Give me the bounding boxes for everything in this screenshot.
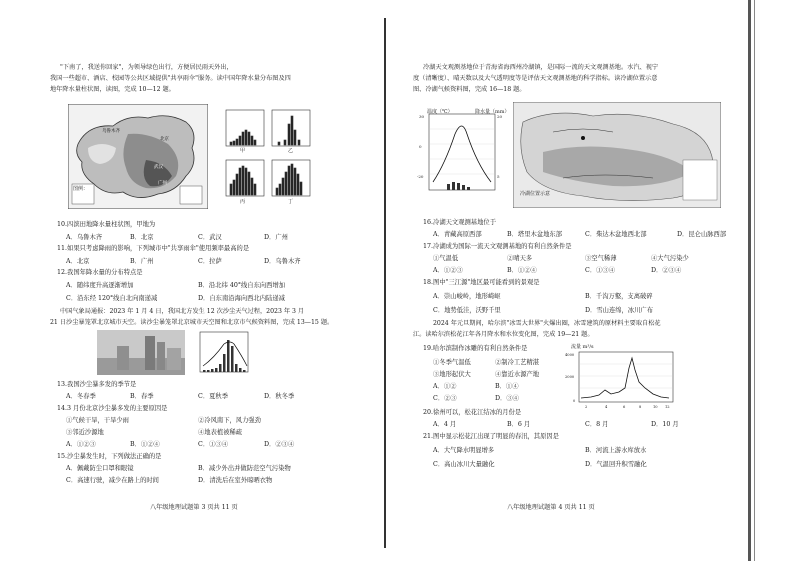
svg-text:武汉: 武汉 [154, 165, 163, 170]
q19-option-c[interactable]: C．②③ [433, 395, 457, 402]
q14-option-d[interactable]: D．②③④ [264, 441, 295, 448]
q17-statement-1: ①气温低 [433, 255, 459, 262]
q20-option-b[interactable]: B．6 月 [507, 421, 531, 428]
q17-option-a[interactable]: A．①②③ [433, 267, 463, 274]
question-21: 21.图中显示松花江出现了明显的春汛，其原因是 [423, 433, 559, 440]
sandstorm-photo [97, 330, 185, 375]
songhua-flow-graph [565, 348, 677, 410]
q11-option-b[interactable]: B．广州 [130, 258, 154, 265]
svg-text:8: 8 [639, 405, 642, 409]
question-18: 18.图中"三江源"地区最可能看到的景观是 [423, 279, 540, 286]
q17-option-d[interactable]: D．②③④ [651, 267, 682, 274]
map-caption: 冷湖位置示意 [520, 191, 551, 197]
question-11: 11.如果只考虑降雨的影响，下列城市中"共享雨伞"使用频率最高的是 [57, 245, 250, 252]
q12-option-a[interactable]: A．随纬度升高逐渐增加 [66, 282, 134, 289]
svg-text:12: 12 [665, 405, 670, 409]
svg-text:10: 10 [653, 405, 658, 409]
q21-option-d[interactable]: D．气温回升积雪融化 [585, 461, 647, 468]
q18-option-c[interactable]: C．地势低洼，沃野千里 [433, 307, 501, 314]
q17-option-b[interactable]: B．①②④ [507, 267, 537, 274]
q17-statement-3: ③空气稀薄 [585, 255, 617, 262]
q10-option-d[interactable]: D．广州 [264, 234, 288, 241]
svg-text:北京: 北京 [160, 137, 169, 142]
lenghu-climate-chart [417, 104, 509, 202]
chart-ylabel-temp: 温度（℃） [427, 109, 453, 115]
svg-text:4000: 4000 [565, 353, 575, 357]
svg-text:广州: 广州 [158, 181, 167, 186]
svg-text:0: 0 [419, 144, 422, 149]
q11-option-d[interactable]: D．乌鲁木齐 [264, 258, 301, 265]
intro-line: 地年降水量柱状图，读图，完成 10—12 题。 [50, 86, 175, 93]
intro2-line: 21 日沙尘暴笼罩北京城市天空。读沙尘暴笼罩北京城市天空图和北京市气候资料图，完成 13—15 题。 [50, 319, 334, 326]
q14-statement-1: ①气候干旱，干旱少雨 [66, 417, 129, 424]
scan-edge [754, 0, 755, 561]
q21-option-c[interactable]: C．高山冰川大量融化 [433, 461, 495, 468]
svg-text:2: 2 [585, 405, 588, 409]
svg-text:0: 0 [573, 399, 576, 403]
page-footer: 八年级地理试题第 3 页共 11 页 [150, 504, 238, 511]
precipitation-charts [222, 104, 316, 204]
question-19: 19.哈尔滨制作冰雕的有利自然条件是 [423, 345, 528, 352]
q20-option-a[interactable]: A．4 月 [433, 421, 457, 428]
q13-option-c[interactable]: C．夏秋季 [198, 393, 229, 400]
q19-statement-4: ④靠近水源产地 [495, 371, 540, 378]
question-10: 10.四滨田地降水量柱状图，甲地为 [57, 221, 156, 228]
question-20: 20.徐州可以，松花江结冰的月份是 [423, 409, 522, 416]
q19-statement-3: ③地形起伏大 [433, 371, 471, 378]
q16-option-a[interactable]: A．青藏高原西部 [433, 231, 482, 238]
intro-line: "下南了，我送你回家"，为领导绿色出行，方便居民雨天外出， [60, 64, 233, 71]
intro2-line: 2024 年元旦期间，哈尔滨"冰雪大世界"火爆出圈，冰雪建筑的原材料主要取自松花 [433, 320, 661, 327]
q21-option-a[interactable]: A．大气降水明显增多 [433, 447, 495, 454]
intro2-line: 江。读哈尔滨松花江年各月降水和水位变化图，完成 19—21 题。 [413, 331, 594, 338]
q13-option-a[interactable]: A．冬春季 [66, 393, 96, 400]
page-fold-divider [384, 18, 386, 548]
svg-text:5: 5 [497, 174, 500, 179]
question-14: 14.3 月份北京沙尘暴多发的主要原因是 [57, 405, 168, 412]
q17-option-c[interactable]: C．①③④ [585, 267, 616, 274]
q17-statement-4: ④大气污染少 [651, 255, 689, 262]
graph-ylabel: 流量 m³/s [571, 344, 594, 350]
q12-option-b[interactable]: B．沿北纬 40°线自东向西增加 [198, 282, 286, 289]
intro-line: 冷湖天文观测基地位于青海省海西州冷湖镇，是国际一流的天文观测基地。水汽、视宁 [423, 64, 659, 71]
q11-option-a[interactable]: A．北京 [66, 258, 90, 265]
q14-option-b[interactable]: B．①②④ [130, 441, 160, 448]
svg-text:20: 20 [497, 114, 503, 119]
intro2-line: 中国气象局通报：2023 年 1 月 4 日，我国北方发生 12 次沙尘天气过程，2023 年 3 月 [60, 308, 305, 315]
q10-option-c[interactable]: C．武汉 [198, 234, 222, 241]
china-precipitation-map [68, 104, 208, 209]
svg-text:乌鲁木齐: 乌鲁木齐 [102, 129, 120, 134]
q19-option-d[interactable]: D．③④ [495, 395, 519, 402]
q15-option-c[interactable]: C．高速行驶，减少在路上的时间 [66, 477, 159, 484]
q21-option-b[interactable]: B．河流上游水库放水 [585, 447, 647, 454]
q19-statement-1: ①冬季气温低 [433, 359, 471, 366]
map-legend-title: 图例： [73, 186, 89, 192]
q15-option-d[interactable]: D．清洗后在室外晾晒衣物 [198, 477, 273, 484]
left-page [0, 0, 395, 561]
q15-option-b[interactable]: B．减少外出并做防范空气污染物 [198, 465, 291, 472]
chart-label: 丁 [288, 199, 294, 205]
question-15: 15.沙尘暴发生时，下列做法正确的是 [57, 453, 162, 460]
q13-option-b[interactable]: B．春季 [130, 393, 154, 400]
q13-option-d[interactable]: D．秋冬季 [264, 393, 295, 400]
q14-statement-2: ②冷风南下，风力强劲 [198, 417, 261, 424]
q18-option-b[interactable]: B．千沟万壑，支离破碎 [585, 293, 653, 300]
intro-line: 我国一些超市、酒店、校园等公共区域提供"共享雨伞"服务。读中国年降水量分布图及四 [50, 75, 291, 82]
q19-statement-2: ②制冷工艺精湛 [495, 359, 540, 366]
q14-option-c[interactable]: C．①③④ [198, 441, 229, 448]
q18-option-d[interactable]: D．雪山连绵，冰川广布 [585, 307, 654, 314]
chart-label: 甲 [240, 148, 246, 154]
q19-option-a[interactable]: A．①② [433, 383, 457, 390]
q10-option-b[interactable]: B．北京 [130, 234, 154, 241]
q15-option-a[interactable]: A．佩戴防尘口罩和眼镜 [66, 465, 134, 472]
intro-line: 度（清晰度）、晴天数以及大气透明度等是评估天文观测基地的科学指标。读冷湖位置示意 [413, 75, 658, 82]
q14-option-a[interactable]: A．①②③ [66, 441, 96, 448]
q10-option-a[interactable]: A．乌鲁木齐 [66, 234, 103, 241]
q16-option-b[interactable]: B．塔里木盆地东部 [507, 231, 563, 238]
question-12: 12.我国年降水量的分布特点是 [57, 269, 143, 276]
svg-text:2000: 2000 [565, 375, 575, 379]
q14-statement-4: ④地表植被稀疏 [198, 429, 243, 436]
q16-option-c[interactable]: C．柴达木盆地西北部 [585, 231, 647, 238]
svg-text:30: 30 [419, 114, 425, 119]
chart-label: 丙 [240, 199, 246, 205]
question-16: 16.冷湖天文观测基地位于 [423, 219, 496, 226]
svg-text:4: 4 [605, 405, 608, 409]
q17-statement-2: ②晴天多 [507, 255, 533, 262]
q14-statement-3: ③邻近沙源地 [66, 429, 104, 436]
q20-option-d[interactable]: D．10 月 [651, 421, 679, 428]
q11-option-c[interactable]: C．拉萨 [198, 258, 222, 265]
chart-label: 乙 [288, 148, 294, 154]
svg-text:6: 6 [623, 405, 626, 409]
svg-text:-20: -20 [417, 174, 424, 179]
page-footer: 八年级地理试题第 4 页共 11 页 [507, 504, 595, 511]
q16-option-d[interactable]: D．昆仑山脉西部 [677, 231, 727, 238]
question-17: 17.冷湖成为国际一流天文观测基地的有利自然条件是 [423, 243, 572, 250]
right-page [395, 0, 794, 561]
scan-edge [748, 0, 751, 561]
q18-option-a[interactable]: A．崇山峻岭，地形崎岖 [433, 293, 501, 300]
q12-option-d[interactable]: D．自东南沿海向西北内陆递减 [198, 295, 285, 302]
question-13: 13.我国沙尘暴多发的季节是 [57, 381, 137, 388]
intro-line: 图、冷湖气候资料图，完成 16—18 题。 [413, 86, 526, 93]
q19-option-b[interactable]: B．①④ [495, 383, 519, 390]
q12-option-c[interactable]: C．沿东经 120°线自北向南递减 [66, 295, 158, 302]
beijing-climate-chart [194, 330, 254, 378]
q20-option-c[interactable]: C．8 月 [585, 421, 609, 428]
chart-ylabel-precip: 降水量（mm） [475, 109, 510, 115]
